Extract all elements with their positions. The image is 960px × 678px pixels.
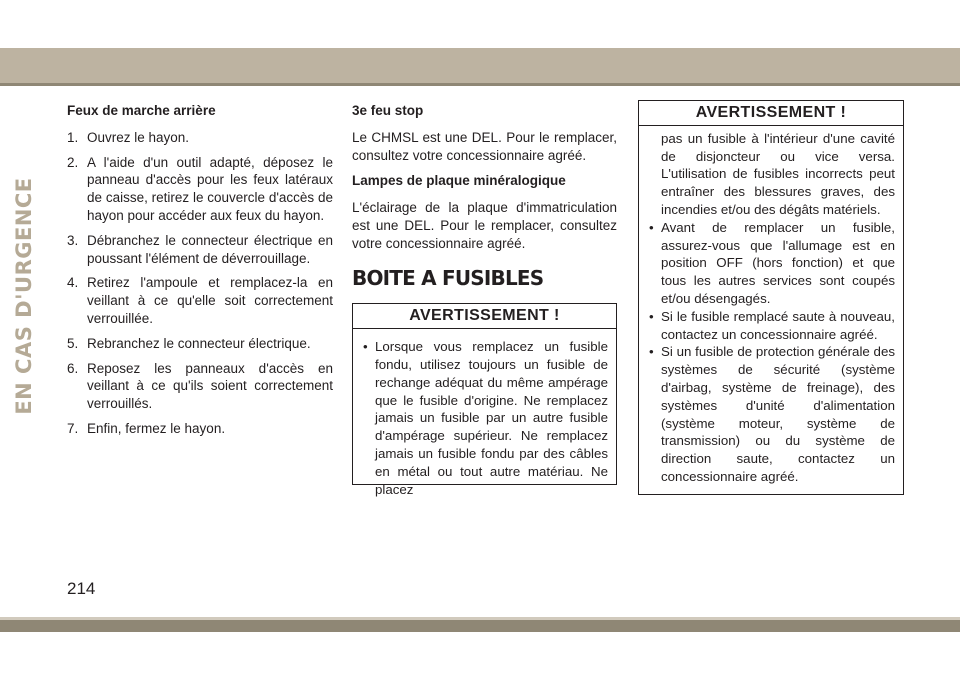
step-number: 6. [67, 360, 79, 376]
step-number: 4. [67, 275, 79, 291]
step-text: Enfin, fermez le hayon. [87, 420, 226, 436]
top-header-band [0, 48, 960, 86]
warning-continuation: pas un fusible à l'intérieur d'une cavité de disjoncteur ou vice versa. L'utilisation de fusibles incorrects peut entraîner des blessures graves, des incendies et/ou des dégâts matériels. [661, 130, 895, 217]
step-list [67, 129, 333, 438]
heading-third-brake-light: 3e feu stop [352, 103, 424, 118]
step-text: Rebranchez le connecteur électrique. [87, 335, 311, 351]
column-right [638, 100, 904, 495]
warning-text: Si un fusible de protection générale des systèmes de sécurité (système d'airbag, système de freinage), des systèmes d'unité d'alimentation (système moteur, système de transmission) ou du système de direction saute, contactez un concessionnaire agréé. [661, 344, 895, 484]
warning-box-continued [638, 100, 904, 495]
list-item [363, 338, 608, 498]
list-item [67, 360, 333, 413]
bottom-footer-band [0, 617, 960, 632]
list-item [67, 154, 333, 225]
warning-text: Avant de remplacer un fusible, assurez-vous que l'allumage est en position OFF (hors fonction) et que tous les autres services sont coupés et/ou désengagés. [661, 219, 895, 306]
step-text: Débranchez le connecteur électrique en poussant l'élément de déverrouillage. [87, 232, 333, 266]
page-number: 214 [67, 579, 96, 598]
bullet: • [649, 344, 654, 360]
header-rule [0, 83, 960, 86]
warning-title: AVERTISSEMENT ! [353, 304, 616, 329]
warning-list [363, 338, 608, 498]
list-item [67, 335, 333, 353]
footer-highlight [0, 617, 960, 620]
heading-reverse-lights: Feux de marche arrière [67, 103, 216, 118]
step-text: A l'aide d'un outil adapté, déposez le panneau d'accès pour les feux latéraux de caisse, retirez le couvercle d'accès de hayon pour accéder aux feux du hayon. [87, 154, 333, 223]
step-text: Retirez l'ampoule et remplacez-la en veillant à ce qu'elle soit correctement verrouillée. [87, 275, 333, 326]
warning-body [353, 329, 616, 497]
bullet: • [649, 308, 654, 324]
paragraph-license-plate: L'éclairage de la plaque d'immatriculation est une DEL. Pour le remplacer, consultez votre concessionnaire agréé. [352, 200, 617, 251]
bullet: • [649, 219, 654, 235]
step-text: Reposez les panneaux d'accès en veillant à ce qu'ils soient correctement verrouillés. [87, 360, 333, 412]
chapter-title: EN CAS D'URGENCE [12, 177, 36, 415]
list-item [67, 274, 333, 327]
warning-box [352, 303, 617, 497]
heading-license-plate-lamps: Lampes de plaque minéralogique [352, 173, 566, 189]
warning-list [649, 219, 895, 486]
warning-text: Si le fusible remplacé saute à nouveau, contactez un concessionnaire agréé. [661, 308, 895, 342]
list-item [649, 219, 895, 308]
warning-body [639, 126, 903, 494]
step-number: 5. [67, 335, 79, 351]
list-item [67, 129, 333, 147]
bullet: • [363, 339, 368, 355]
warning-text: Lorsque vous remplacez un fusible fondu, utilisez toujours un fusible de rechange adéquat du même ampérage que le fusible d'origine. Ne remplacez jamais un fusible par un autre fusible d'ampérage supérieur. Ne remplacez jamais un fusible fondu par des câbles en métal ou tout autre matériau. Ne placez [375, 339, 608, 497]
step-number: 1. [67, 129, 79, 145]
list-item [67, 420, 333, 438]
section-title-fuse-box: BOITE A FUSIBLES [352, 265, 544, 290]
warning-title: AVERTISSEMENT ! [639, 101, 903, 126]
step-number: 7. [67, 420, 79, 436]
column-middle [352, 100, 617, 497]
step-number: 3. [67, 232, 79, 248]
step-number: 2. [67, 154, 79, 170]
step-text: Ouvrez le hayon. [87, 129, 190, 145]
paragraph-chmsl: Le CHMSL est une DEL. Pour le remplacer, consultez votre concessionnaire agréé. [352, 129, 617, 163]
list-item [649, 343, 895, 485]
column-left [67, 100, 333, 445]
list-item [649, 308, 895, 344]
list-item [67, 232, 333, 268]
